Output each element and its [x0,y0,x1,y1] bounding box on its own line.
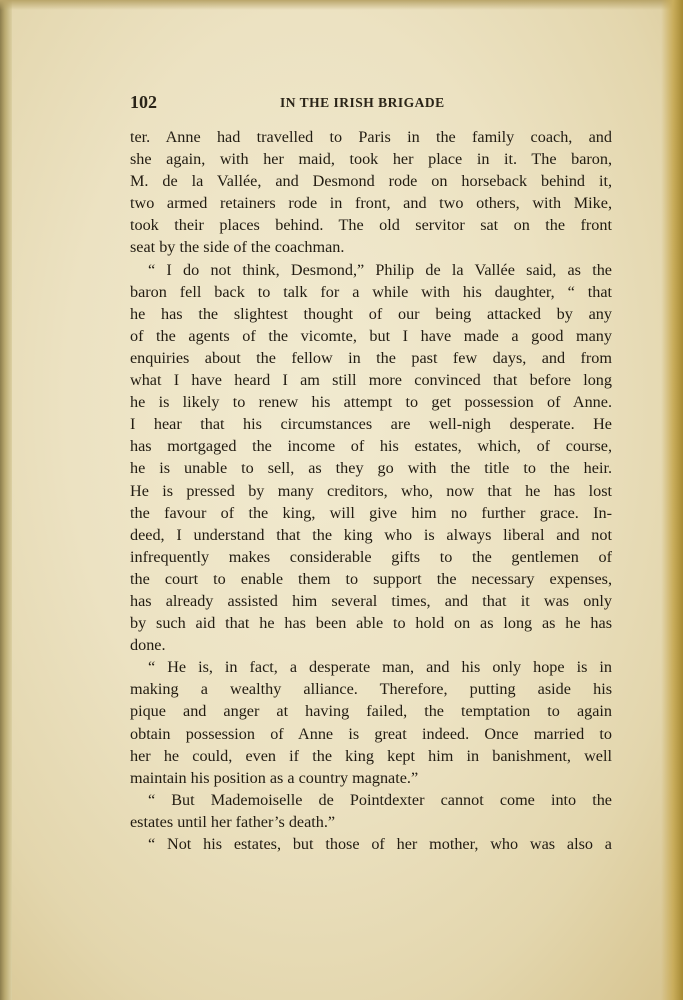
text-line: estates until her father’s death.” [130,812,336,831]
text-line: has already assisted him several times, and that it was only [130,591,612,610]
text-line: her he could, even if the king kept him in banishment, well [130,746,612,765]
text-line: I hear that his circumstances are well-nigh desperate. He [130,415,612,434]
running-title: IN THE IRISH BRIGADE [280,95,445,110]
page-header [130,92,612,114]
page-number: 102 [130,92,157,112]
page-spine-shadow [0,0,12,1000]
text-line: the favour of the king, will give him no further grace. In- [130,503,612,522]
text-line: deed, I understand that the king who is always liberal and not [130,525,612,544]
text-line: he has the slightest thought of our being attacked by any [130,304,612,323]
text-line: seat by the side of the coachman. [130,238,345,257]
text-line: He is pressed by many creditors, who, now that he has lost [130,481,612,500]
text-line: infrequently makes considerable gifts to the gentlemen of [130,547,612,566]
text-line: “ I do not think, Desmond,” Philip de la Vallée said, as the [148,260,612,279]
page-top-edge [0,0,683,10]
text-line: baron fell back to talk for a while with his daughter, “ that [130,282,612,301]
text-line: he is likely to renew his attempt to get possession of Anne. [130,393,612,412]
text-line: maintain his position as a country magnate.” [130,768,419,787]
text-line: she again, with her maid, took her place in it. The baron, [130,150,612,169]
page-right-edge [661,0,683,1000]
text-line: obtain possession of Anne is great indeed. Once married to [130,724,612,743]
text-line: took their places behind. The old servitor sat on the front [130,216,612,235]
body-text [130,126,612,855]
text-line: two armed retainers rode in front, and two others, with Mike, [130,194,612,213]
text-line: the court to enable them to support the necessary expenses, [130,569,612,588]
text-line: enquiries about the fellow in the past few days, and from [130,348,612,367]
text-line: M. de la Vallée, and Desmond rode on horseback behind it, [130,172,612,191]
text-line: what I have heard I am still more convinced that before long [130,371,612,390]
text-line: “ He is, in fact, a desperate man, and his only hope is in [148,658,612,677]
text-line: pique and anger at having failed, the temptation to again [130,702,612,721]
text-line: making a wealthy alliance. Therefore, putting aside his [130,680,612,699]
text-line: ter. Anne had travelled to Paris in the family coach, and [130,128,612,146]
text-line: “ But Mademoiselle de Pointdexter cannot come into the [148,790,612,809]
text-line: done. [130,636,166,655]
text-line: by such aid that he has been able to hold on as long as he has [130,614,612,633]
text-line: “ Not his estates, but those of her mother, who was also a [148,835,612,853]
text-line: of the agents of the vicomte, but I have made a good many [130,326,612,345]
text-line: has mortgaged the income of his estates, which, of course, [130,437,612,456]
text-line: he is unable to sell, as they go with the title to the heir. [130,459,612,478]
